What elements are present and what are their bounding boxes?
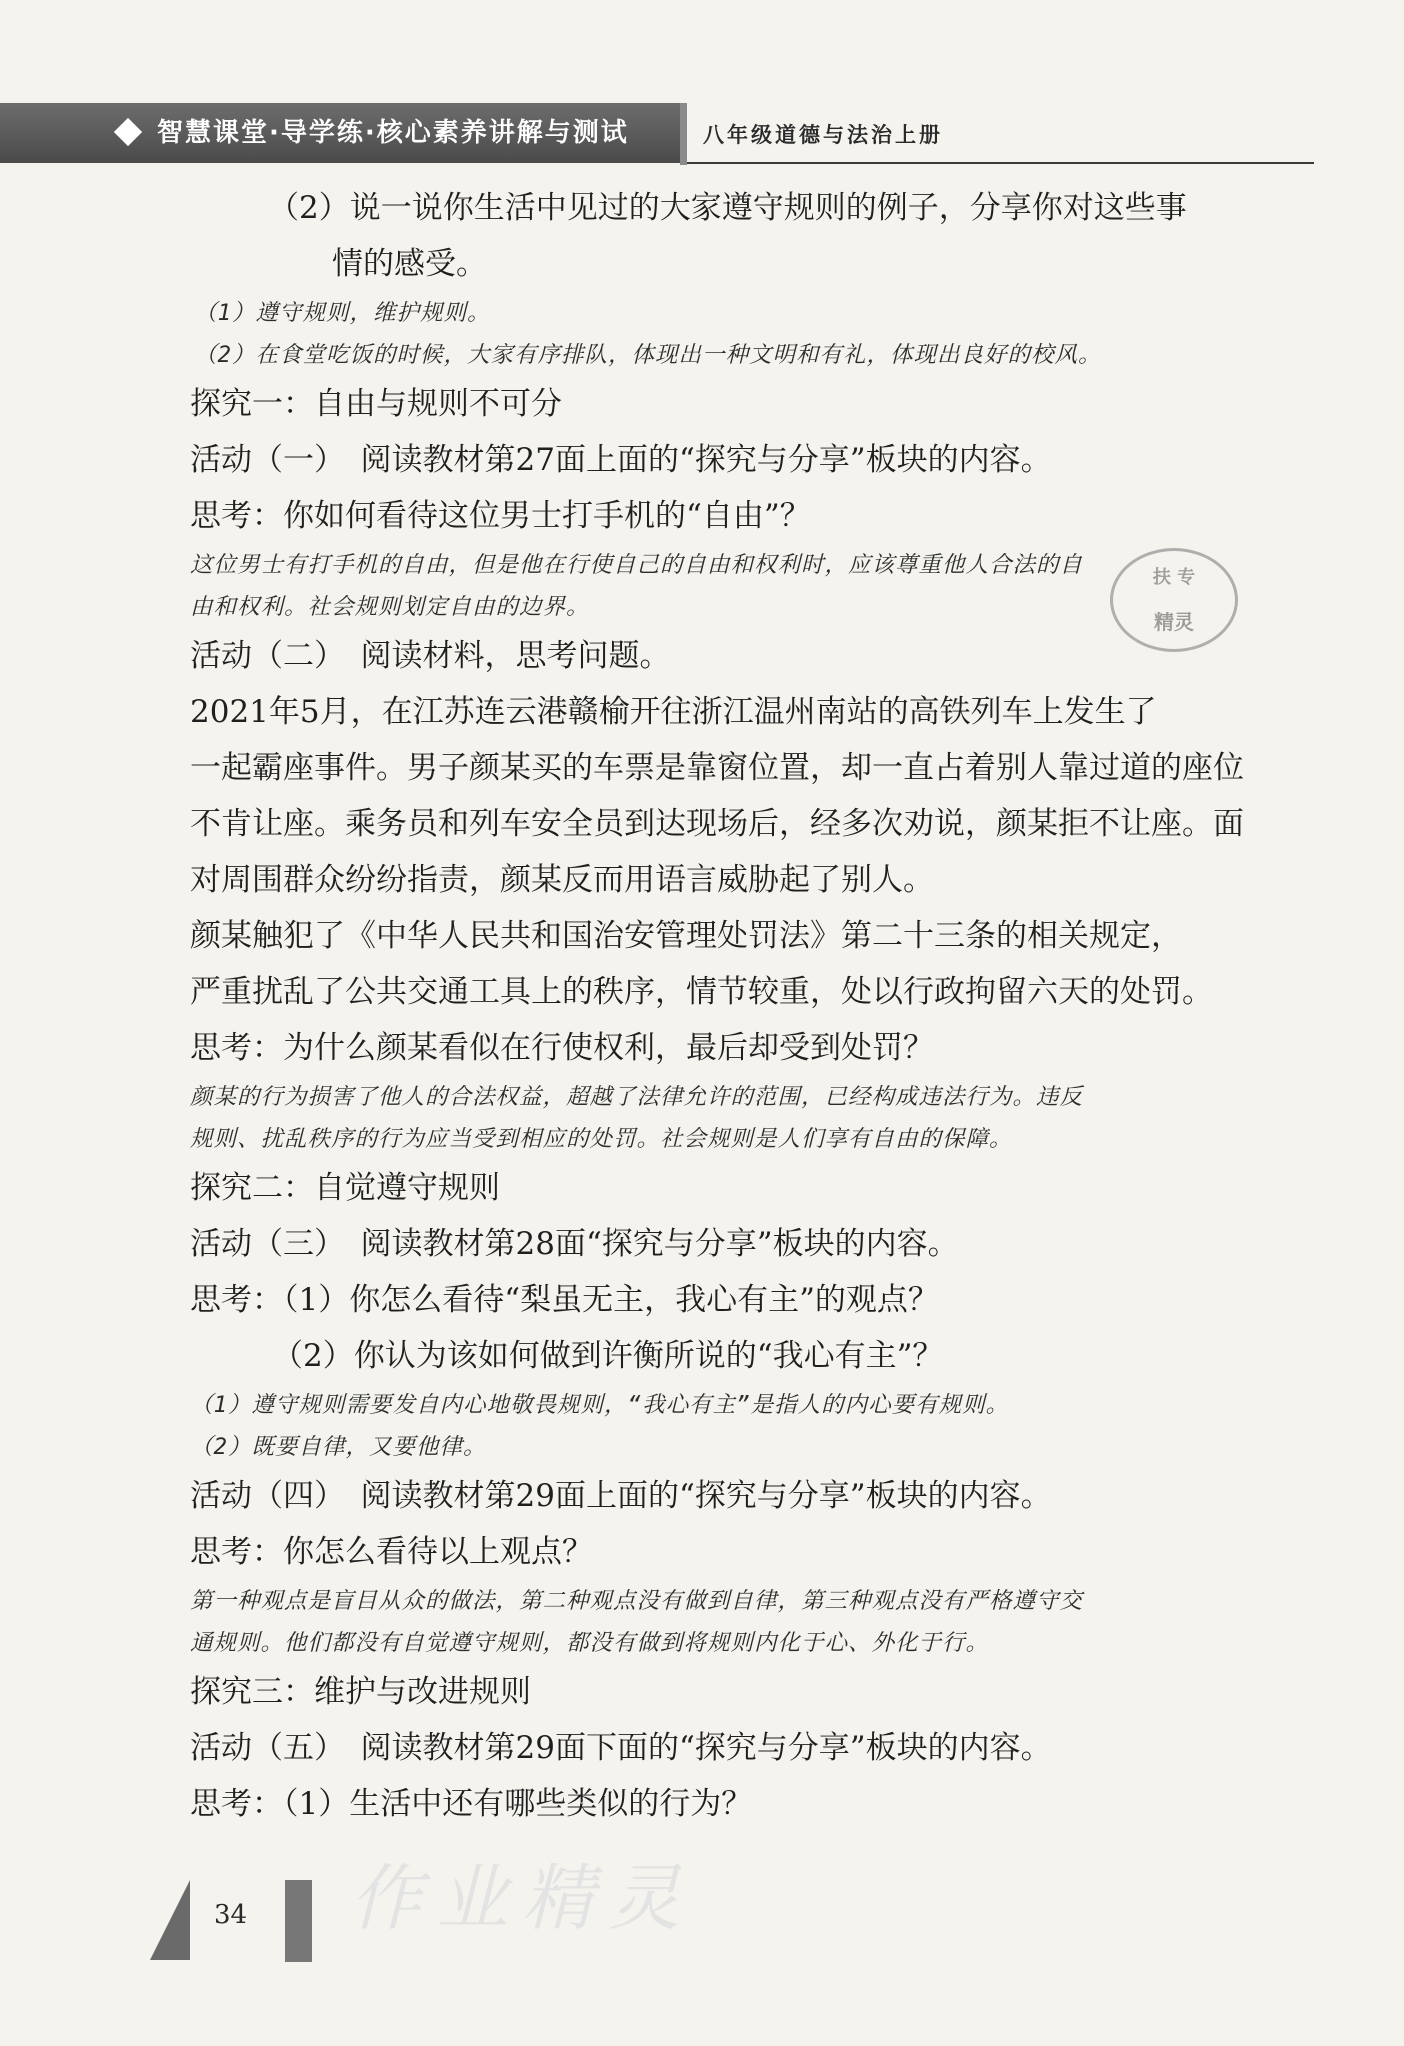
material-line: 不肯让座。乘务员和列车安全员到达现场后，经多次劝说，颜某拒不让座。面 bbox=[190, 806, 1244, 842]
material-line: 严重扰乱了公共交通工具上的秩序，情节较重，处以行政拘留六天的处罚。 bbox=[190, 974, 1213, 1010]
material-line: 一起霸座事件。男子颜某买的车票是靠窗位置，却一直占着别人靠过道的座位 bbox=[190, 750, 1244, 786]
question-line: 探究二：自觉遵守规则 bbox=[190, 1170, 500, 1206]
question-line: 思考：为什么颜某看似在行使权利，最后却受到处罚？ bbox=[190, 1030, 934, 1066]
answer-line: 由和权利。社会规则划定自由的边界。 bbox=[190, 594, 590, 620]
question-line: 情的感受。 bbox=[332, 246, 487, 282]
series-title: 智慧课堂·导学练·核心素养讲解与测试 bbox=[157, 118, 629, 148]
question-line: 活动（五） 阅读教材第29面下面的“探究与分享”板块的内容。 bbox=[190, 1730, 1052, 1766]
question-line: 探究一：自由与规则不可分 bbox=[190, 386, 562, 422]
material-line: 2021年5月，在江苏连云港赣榆开往浙江温州南站的高铁列车上发生了 bbox=[190, 694, 1157, 730]
footer-bar bbox=[285, 1880, 312, 1962]
material-line: 颜某触犯了《中华人民共和国治安管理处罚法》第二十三条的相关规定， bbox=[190, 918, 1182, 954]
answer-line: （2）既要自律，又要他律。 bbox=[190, 1434, 487, 1460]
page-number: 34 bbox=[214, 1900, 248, 1930]
question-line: 思考：你如何看待这位男士打手机的“自由”？ bbox=[190, 498, 811, 534]
header-rule bbox=[687, 162, 1314, 164]
material-line: 对周围群众纷纷指责，颜某反而用语言威胁起了别人。 bbox=[190, 862, 934, 898]
answer-line: 通规则。他们都没有自觉遵守规则，都没有做到将规则内化于心、外化于行。 bbox=[190, 1630, 990, 1656]
answer-line: （1）遵守规则需要发自内心地敬畏规则，“我心有主”是指人的内心要有规则。 bbox=[190, 1392, 1010, 1418]
question-line: （2）你认为该如何做到许衡所说的“我心有主”？ bbox=[272, 1338, 944, 1374]
stamp-seal bbox=[1110, 548, 1238, 652]
answer-line: （1）遵守规则，维护规则。 bbox=[194, 300, 491, 326]
question-line: （2）说一说你生活中见过的大家遵守规则的例子，分享你对这些事 bbox=[268, 190, 1187, 226]
footer-triangle bbox=[150, 1880, 190, 1960]
page-content bbox=[190, 180, 1320, 1832]
watermark: 作业精灵 bbox=[350, 1856, 695, 1940]
book-subject: 八年级道德与法治上册 bbox=[703, 123, 943, 147]
answer-line: 颜某的行为损害了他人的合法权益，超越了法律允许的范围，已经构成违法行为。违反 bbox=[190, 1084, 1084, 1110]
question-line: 思考：你怎么看待以上观点？ bbox=[190, 1534, 593, 1570]
answer-line: 这位男士有打手机的自由，但是他在行使自己的自由和权利时，应该尊重他人合法的自 bbox=[190, 552, 1084, 578]
question-line: 活动（四） 阅读教材第29面上面的“探究与分享”板块的内容。 bbox=[190, 1478, 1052, 1514]
question-line: 思考：（1）生活中还有哪些类似的行为？ bbox=[190, 1786, 753, 1822]
question-line: 思考：（1）你怎么看待“梨虽无主，我心有主”的观点？ bbox=[190, 1282, 939, 1318]
answer-line: 第一种观点是盲目从众的做法，第二种观点没有做到自律，第三种观点没有严格遵守交 bbox=[190, 1588, 1084, 1614]
header-divider bbox=[680, 103, 687, 165]
answer-line: 规则、扰乱秩序的行为应当受到相应的处罚。社会规则是人们享有自由的保障。 bbox=[190, 1126, 1013, 1152]
question-line: 活动（三） 阅读教材第28面“探究与分享”板块的内容。 bbox=[190, 1226, 959, 1262]
question-line: 活动（一） 阅读教材第27面上面的“探究与分享”板块的内容。 bbox=[190, 442, 1052, 478]
answer-line: （2）在食堂吃饭的时候，大家有序排队，体现出一种文明和有礼，体现出良好的校风。 bbox=[194, 342, 1102, 368]
stamp-text-bottom: 精灵 bbox=[1154, 610, 1194, 634]
stamp-text-top: 扶 专 bbox=[1152, 567, 1196, 588]
question-line: 活动（二） 阅读材料，思考问题。 bbox=[190, 638, 671, 674]
question-line: 探究三：维护与改进规则 bbox=[190, 1674, 531, 1710]
